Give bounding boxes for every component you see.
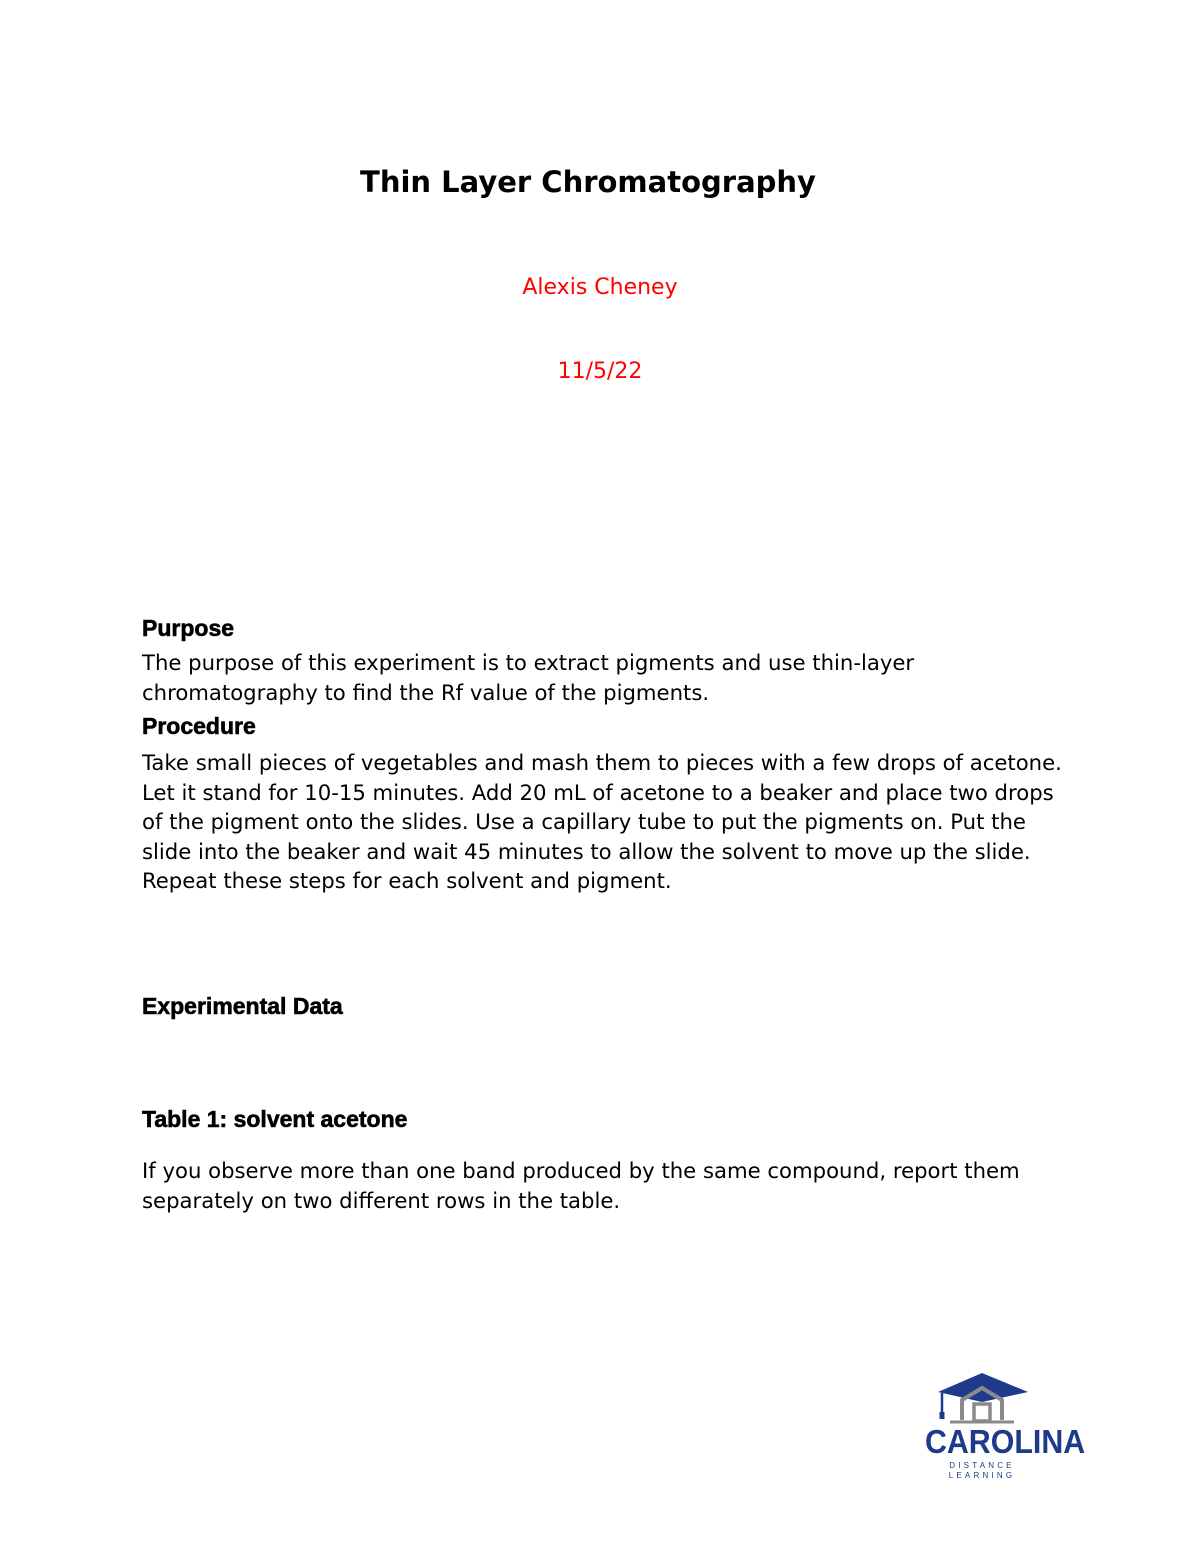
document-title: Thin Layer Chromatography [360,165,816,199]
table-1-note: If you observe more than one band produced by the same compound, report them separately on two different rows in the table. [142,1158,1020,1213]
graduation-cap-house-icon [920,1368,1050,1428]
logo-wordmark: CAROLINA [924,1423,1086,1460]
author-name: Alexis Cheney [522,275,678,300]
procedure-heading: Procedure [142,713,256,739]
purpose-text: The purpose of this experiment is to extract pigments and use thin-layer chromatography to find the Rf value of the pigments. [142,650,915,705]
carolina-logo [920,1368,1086,1480]
table-1-heading: Table 1: solvent acetone [142,1106,408,1132]
procedure-text: Take small pieces of vegetables and mash them to pieces with a few drops of acetone. Let it stand for 10-15 minutes. Add 20 mL of acetone to a beaker and place two drops of the pigment onto the slides. Use a capillary tube to put the pigments on. Put the slide into the beaker and wait 45 minutes to allow the solvent to move up the slide. Repeat these steps for each solvent and pigment. [142,750,1062,894]
experimental-data-heading: Experimental Data [142,993,343,1019]
document-date: 11/5/22 [557,359,643,384]
purpose-heading: Purpose [142,615,235,641]
logo-subtitle: DISTANCE LEARNING [948,1461,1016,1480]
